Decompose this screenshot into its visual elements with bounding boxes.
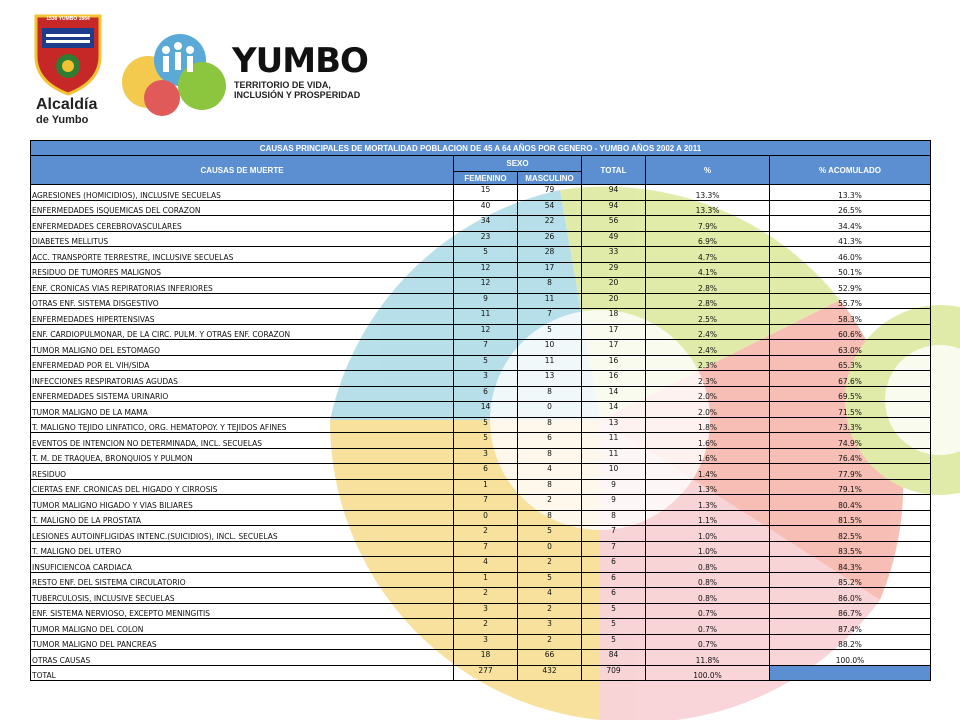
cell-femenino: 0 bbox=[454, 510, 518, 526]
table-row bbox=[31, 200, 931, 216]
cell-total: 11 bbox=[582, 433, 646, 449]
cell-cause: RESIDUO DE TUMORES MALIGNOS bbox=[31, 262, 454, 278]
cell-cause: LESIONES AUTOINFLIGIDAS INTENC.(SUICIDIOS), INCL. SECUELAS bbox=[31, 526, 454, 542]
cell-pct-acumulado: 86.0% bbox=[770, 588, 931, 604]
cell-total: 20 bbox=[582, 278, 646, 294]
header-sexo: SEXO bbox=[454, 156, 582, 172]
cell-pct-acumulado: 34.4% bbox=[770, 216, 931, 232]
cell-masculino: 8 bbox=[518, 448, 582, 464]
cell-total: 5 bbox=[582, 634, 646, 650]
cell-femenino: 23 bbox=[454, 231, 518, 247]
cell-femenino: 1 bbox=[454, 572, 518, 588]
cell-femenino: 12 bbox=[454, 324, 518, 340]
table-row bbox=[31, 247, 931, 263]
cell-femenino: 3 bbox=[454, 448, 518, 464]
cell-femenino: 18 bbox=[454, 650, 518, 666]
cell-cause: ENF. CRONICAS VIAS REPIRATORIAS INFERIORES bbox=[31, 278, 454, 294]
cell-pct: 2.3% bbox=[646, 371, 770, 387]
cell-pct-acumulado: 73.3% bbox=[770, 417, 931, 433]
total-pct: 100.0% bbox=[646, 665, 770, 681]
cell-masculino: 28 bbox=[518, 247, 582, 263]
cell-total: 20 bbox=[582, 293, 646, 309]
cell-pct: 2.4% bbox=[646, 324, 770, 340]
cell-pct-acumulado: 83.5% bbox=[770, 541, 931, 557]
cell-cause: ENF. CARDIOPULMONAR, DE LA CIRC. PULM. Y OTRAS ENF. CORAZON bbox=[31, 324, 454, 340]
cell-pct-acumulado: 86.7% bbox=[770, 603, 931, 619]
cell-cause: EVENTOS DE INTENCION NO DETERMINADA, INCL. SECUELAS bbox=[31, 433, 454, 449]
table-row bbox=[31, 231, 931, 247]
cell-femenino: 1 bbox=[454, 479, 518, 495]
cell-femenino: 3 bbox=[454, 634, 518, 650]
cell-pct: 2.4% bbox=[646, 340, 770, 356]
cell-masculino: 5 bbox=[518, 324, 582, 340]
cell-pct: 4.7% bbox=[646, 247, 770, 263]
cell-total: 16 bbox=[582, 371, 646, 387]
cell-masculino: 5 bbox=[518, 572, 582, 588]
total-femenino: 277 bbox=[454, 665, 518, 681]
cell-femenino: 40 bbox=[454, 200, 518, 216]
cell-pct: 0.8% bbox=[646, 588, 770, 604]
mortality-table-container bbox=[30, 140, 931, 681]
cell-pct: 1.1% bbox=[646, 510, 770, 526]
cell-masculino: 26 bbox=[518, 231, 582, 247]
table-total-row bbox=[31, 665, 931, 681]
header-pct-acumulado: % ACOMULADO bbox=[770, 156, 931, 185]
table-row bbox=[31, 417, 931, 433]
alcaldia-badge-text: 1536 YUMBO 1864 bbox=[46, 16, 90, 22]
cell-masculino: 54 bbox=[518, 200, 582, 216]
cell-pct: 1.4% bbox=[646, 464, 770, 480]
header-total: TOTAL bbox=[582, 156, 646, 185]
cell-pct: 1.0% bbox=[646, 526, 770, 542]
cell-total: 6 bbox=[582, 557, 646, 573]
table-row bbox=[31, 479, 931, 495]
cell-total: 56 bbox=[582, 216, 646, 232]
cell-pct: 4.1% bbox=[646, 262, 770, 278]
cell-pct-acumulado: 55.7% bbox=[770, 293, 931, 309]
cell-cause: ENFERMEDADES SISTEMA URINARIO bbox=[31, 386, 454, 402]
cell-femenino: 6 bbox=[454, 464, 518, 480]
cell-femenino: 5 bbox=[454, 247, 518, 263]
cell-cause: T. MALIGNO TEJIDO LINFATICO, ORG. HEMATOPOY. Y TEJIDOS AFINES bbox=[31, 417, 454, 433]
cell-cause: INFECCIONES RESPIRATORIAS AGUDAS bbox=[31, 371, 454, 387]
table-row bbox=[31, 588, 931, 604]
cell-pct-acumulado: 100.0% bbox=[770, 650, 931, 666]
cell-pct: 1.6% bbox=[646, 448, 770, 464]
cell-pct: 0.8% bbox=[646, 557, 770, 573]
cell-cause: ENFERMEDADES ISQUEMICAS DEL CORAZON bbox=[31, 200, 454, 216]
table-row bbox=[31, 433, 931, 449]
cell-total: 29 bbox=[582, 262, 646, 278]
table-row bbox=[31, 650, 931, 666]
cell-pct-acumulado: 80.4% bbox=[770, 495, 931, 511]
cell-cause: ENF. SISTEMA NERVIOSO, EXCEPTO MENINGITIS bbox=[31, 603, 454, 619]
table-row bbox=[31, 572, 931, 588]
table-row bbox=[31, 262, 931, 278]
cell-pct-acumulado: 71.5% bbox=[770, 402, 931, 418]
cell-masculino: 4 bbox=[518, 464, 582, 480]
cell-femenino: 7 bbox=[454, 541, 518, 557]
cell-masculino: 11 bbox=[518, 355, 582, 371]
cell-pct: 2.5% bbox=[646, 309, 770, 325]
yumbo-tagline-2: INCLUSIÓN Y PROSPERIDAD bbox=[234, 90, 361, 100]
cell-femenino: 5 bbox=[454, 433, 518, 449]
cell-pct-acumulado: 77.9% bbox=[770, 464, 931, 480]
cell-femenino: 2 bbox=[454, 619, 518, 635]
cell-masculino: 2 bbox=[518, 603, 582, 619]
cell-pct-acumulado: 85.2% bbox=[770, 572, 931, 588]
cell-masculino: 6 bbox=[518, 433, 582, 449]
cell-pct-acumulado: 74.9% bbox=[770, 433, 931, 449]
cell-femenino: 9 bbox=[454, 293, 518, 309]
cell-cause: ENFERMEDADES HIPERTENSIVAS bbox=[31, 309, 454, 325]
mortality-table bbox=[30, 140, 931, 681]
cell-cause: T. M. DE TRAQUEA, BRONQUIOS Y PULMON bbox=[31, 448, 454, 464]
cell-total: 7 bbox=[582, 541, 646, 557]
cell-pct-acumulado: 60.6% bbox=[770, 324, 931, 340]
cell-total: 16 bbox=[582, 355, 646, 371]
cell-pct-acumulado: 63.0% bbox=[770, 340, 931, 356]
cell-femenino: 12 bbox=[454, 278, 518, 294]
cell-pct-acumulado: 52.9% bbox=[770, 278, 931, 294]
cell-masculino: 79 bbox=[518, 185, 582, 201]
cell-femenino: 5 bbox=[454, 417, 518, 433]
table-row bbox=[31, 619, 931, 635]
yumbo-shield-icon bbox=[28, 12, 108, 96]
cell-pct-acumulado: 79.1% bbox=[770, 479, 931, 495]
cell-pct: 1.6% bbox=[646, 433, 770, 449]
alcaldia-name: Alcaldía bbox=[36, 96, 98, 113]
table-row bbox=[31, 185, 931, 201]
cell-masculino: 8 bbox=[518, 479, 582, 495]
cell-femenino: 11 bbox=[454, 309, 518, 325]
cell-pct: 1.3% bbox=[646, 479, 770, 495]
cell-pct: 13.3% bbox=[646, 185, 770, 201]
cell-femenino: 2 bbox=[454, 588, 518, 604]
cell-femenino: 7 bbox=[454, 340, 518, 356]
cell-cause: TUMOR MALIGNO HIGADO Y VIAS BILIARES bbox=[31, 495, 454, 511]
cell-cause: OTRAS CAUSAS bbox=[31, 650, 454, 666]
header-pct: % bbox=[646, 156, 770, 185]
total-masculino: 432 bbox=[518, 665, 582, 681]
table-row bbox=[31, 355, 931, 371]
table-row bbox=[31, 464, 931, 480]
cell-pct: 0.7% bbox=[646, 619, 770, 635]
table-row bbox=[31, 324, 931, 340]
cell-total: 94 bbox=[582, 185, 646, 201]
table-row bbox=[31, 495, 931, 511]
total-total: 709 bbox=[582, 665, 646, 681]
cell-masculino: 2 bbox=[518, 634, 582, 650]
yumbo-people-emblem-icon bbox=[118, 20, 230, 120]
cell-cause: AGRESIONES (HOMICIDIOS), INCLUSIVE SECUELAS bbox=[31, 185, 454, 201]
table-row bbox=[31, 541, 931, 557]
cell-cause: INSUFICIENCOA CARDIACA bbox=[31, 557, 454, 573]
cell-cause: TUMOR MALIGNO DEL PANCREAS bbox=[31, 634, 454, 650]
header-femenino: FEMENINO bbox=[454, 172, 518, 185]
cell-total: 9 bbox=[582, 495, 646, 511]
cell-masculino: 0 bbox=[518, 541, 582, 557]
table-row bbox=[31, 603, 931, 619]
cell-cause: CIERTAS ENF. CRONICAS DEL HIGADO Y CIRROSIS bbox=[31, 479, 454, 495]
table-row bbox=[31, 309, 931, 325]
cell-masculino: 10 bbox=[518, 340, 582, 356]
table-row bbox=[31, 340, 931, 356]
alcaldia-sub: de Yumbo bbox=[36, 114, 89, 126]
cell-cause: RESIDUO bbox=[31, 464, 454, 480]
cell-total: 6 bbox=[582, 572, 646, 588]
cell-cause: ACC. TRANSPORTE TERRESTRE, INCLUSIVE SECUELAS bbox=[31, 247, 454, 263]
cell-cause: T. MALIGNO DE LA PROSTATA bbox=[31, 510, 454, 526]
cell-femenino: 12 bbox=[454, 262, 518, 278]
cell-masculino: 22 bbox=[518, 216, 582, 232]
cell-total: 17 bbox=[582, 324, 646, 340]
cell-total: 11 bbox=[582, 448, 646, 464]
total-pct-acumulado-empty bbox=[770, 665, 931, 681]
cell-femenino: 14 bbox=[454, 402, 518, 418]
cell-femenino: 15 bbox=[454, 185, 518, 201]
cell-pct-acumulado: 82.5% bbox=[770, 526, 931, 542]
cell-pct: 0.7% bbox=[646, 603, 770, 619]
cell-masculino: 8 bbox=[518, 510, 582, 526]
cell-total: 5 bbox=[582, 603, 646, 619]
cell-pct-acumulado: 65.3% bbox=[770, 355, 931, 371]
cell-pct-acumulado: 88.2% bbox=[770, 634, 931, 650]
cell-masculino: 11 bbox=[518, 293, 582, 309]
cell-pct-acumulado: 69.5% bbox=[770, 386, 931, 402]
cell-masculino: 3 bbox=[518, 619, 582, 635]
cell-masculino: 7 bbox=[518, 309, 582, 325]
cell-pct: 2.3% bbox=[646, 355, 770, 371]
table-row bbox=[31, 510, 931, 526]
cell-total: 14 bbox=[582, 402, 646, 418]
cell-total: 84 bbox=[582, 650, 646, 666]
cell-cause: DIABETES MELLITUS bbox=[31, 231, 454, 247]
cell-cause: RESTO ENF. DEL SISTEMA CIRCULATORIO bbox=[31, 572, 454, 588]
cell-pct: 2.8% bbox=[646, 278, 770, 294]
cell-pct: 2.0% bbox=[646, 402, 770, 418]
cell-total: 8 bbox=[582, 510, 646, 526]
cell-total: 10 bbox=[582, 464, 646, 480]
cell-pct-acumulado: 81.5% bbox=[770, 510, 931, 526]
cell-pct: 11.8% bbox=[646, 650, 770, 666]
cell-pct-acumulado: 41.3% bbox=[770, 231, 931, 247]
cell-pct: 2.0% bbox=[646, 386, 770, 402]
table-row bbox=[31, 526, 931, 542]
cell-pct: 7.9% bbox=[646, 216, 770, 232]
yumbo-wordmark: YUMBO bbox=[232, 41, 368, 81]
cell-cause: TUMOR MALIGNO DEL ESTOMAGO bbox=[31, 340, 454, 356]
cell-cause: TUMOR MALIGNO DE LA MAMA bbox=[31, 402, 454, 418]
table-body bbox=[31, 185, 931, 681]
cell-total: 7 bbox=[582, 526, 646, 542]
header-masculino: MASCULINO bbox=[518, 172, 582, 185]
cell-pct-acumulado: 76.4% bbox=[770, 448, 931, 464]
cell-pct-acumulado: 67.6% bbox=[770, 371, 931, 387]
cell-masculino: 4 bbox=[518, 588, 582, 604]
table-row bbox=[31, 278, 931, 294]
cell-pct: 0.7% bbox=[646, 634, 770, 650]
table-row bbox=[31, 216, 931, 232]
cell-pct: 0.8% bbox=[646, 572, 770, 588]
cell-pct: 13.3% bbox=[646, 200, 770, 216]
cell-pct: 1.3% bbox=[646, 495, 770, 511]
table-title: CAUSAS PRINCIPALES DE MORTALIDAD POBLACION DE 45 A 64 AÑOS POR GENERO - YUMBO AÑOS 2002 A 2011 bbox=[31, 141, 931, 156]
table-row bbox=[31, 386, 931, 402]
cell-femenino: 3 bbox=[454, 371, 518, 387]
cell-total: 49 bbox=[582, 231, 646, 247]
cell-pct-acumulado: 50.1% bbox=[770, 262, 931, 278]
cell-total: 18 bbox=[582, 309, 646, 325]
header-cause: CAUSAS DE MUERTE bbox=[31, 156, 454, 185]
cell-femenino: 4 bbox=[454, 557, 518, 573]
cell-cause: ENFERMEDADES CEREBROVASCULARES bbox=[31, 216, 454, 232]
cell-cause: ENFERMEDAD POR EL VIH/SIDA bbox=[31, 355, 454, 371]
cell-femenino: 3 bbox=[454, 603, 518, 619]
cell-total: 94 bbox=[582, 200, 646, 216]
cell-femenino: 34 bbox=[454, 216, 518, 232]
cell-total: 17 bbox=[582, 340, 646, 356]
cell-cause: T. MALIGNO DEL UTERO bbox=[31, 541, 454, 557]
cell-pct: 2.8% bbox=[646, 293, 770, 309]
cell-masculino: 66 bbox=[518, 650, 582, 666]
cell-masculino: 2 bbox=[518, 557, 582, 573]
cell-pct-acumulado: 58.3% bbox=[770, 309, 931, 325]
yumbo-tagline-1: TERRITORIO DE VIDA, bbox=[234, 80, 331, 90]
cell-total: 9 bbox=[582, 479, 646, 495]
table-row bbox=[31, 634, 931, 650]
cell-pct-acumulado: 46.0% bbox=[770, 247, 931, 263]
table-row bbox=[31, 557, 931, 573]
cell-femenino: 6 bbox=[454, 386, 518, 402]
cell-masculino: 13 bbox=[518, 371, 582, 387]
cell-pct-acumulado: 26.5% bbox=[770, 200, 931, 216]
cell-pct: 1.8% bbox=[646, 417, 770, 433]
cell-masculino: 2 bbox=[518, 495, 582, 511]
cell-total: 6 bbox=[582, 588, 646, 604]
cell-femenino: 5 bbox=[454, 355, 518, 371]
table-row bbox=[31, 402, 931, 418]
cell-total: 14 bbox=[582, 386, 646, 402]
cell-pct-acumulado: 87.4% bbox=[770, 619, 931, 635]
cell-cause: TUMOR MALIGNO DEL COLON bbox=[31, 619, 454, 635]
table-row bbox=[31, 293, 931, 309]
cell-pct: 6.9% bbox=[646, 231, 770, 247]
cell-masculino: 8 bbox=[518, 278, 582, 294]
cell-cause: OTRAS ENF. SISTEMA DISGESTIVO bbox=[31, 293, 454, 309]
cell-pct-acumulado: 84.3% bbox=[770, 557, 931, 573]
cell-masculino: 5 bbox=[518, 526, 582, 542]
cell-masculino: 17 bbox=[518, 262, 582, 278]
cell-total: 13 bbox=[582, 417, 646, 433]
table-row bbox=[31, 448, 931, 464]
cell-total: 33 bbox=[582, 247, 646, 263]
cell-masculino: 0 bbox=[518, 402, 582, 418]
table-row bbox=[31, 371, 931, 387]
cell-pct: 1.0% bbox=[646, 541, 770, 557]
total-label: TOTAL bbox=[31, 665, 454, 681]
cell-cause: TUBERCULOSIS, INCLUSIVE SECUELAS bbox=[31, 588, 454, 604]
cell-masculino: 8 bbox=[518, 386, 582, 402]
cell-femenino: 7 bbox=[454, 495, 518, 511]
cell-femenino: 2 bbox=[454, 526, 518, 542]
cell-total: 5 bbox=[582, 619, 646, 635]
cell-masculino: 8 bbox=[518, 417, 582, 433]
cell-pct-acumulado: 13.3% bbox=[770, 185, 931, 201]
